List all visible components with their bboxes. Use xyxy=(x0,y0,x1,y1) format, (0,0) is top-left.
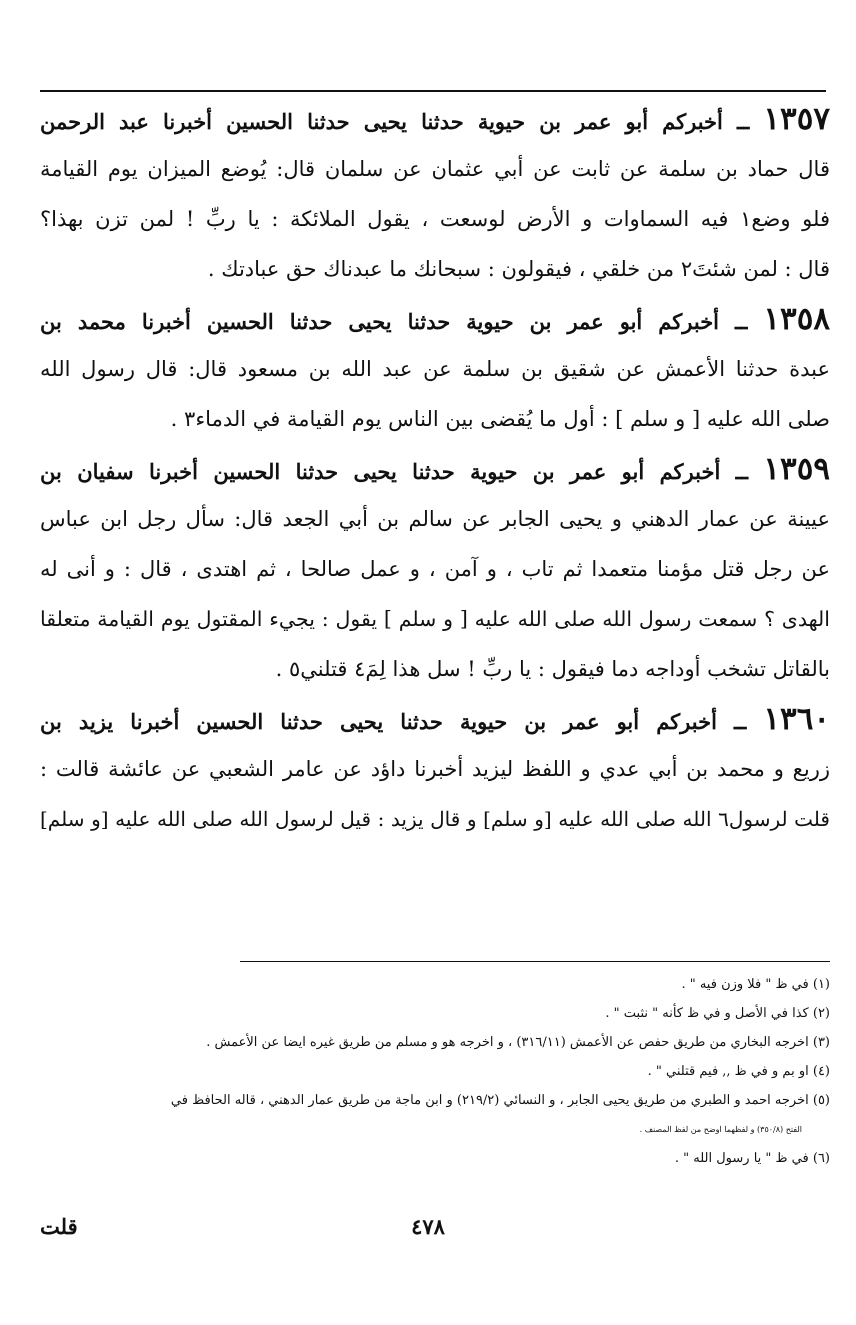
catchword: قلت xyxy=(40,1214,78,1239)
footnote-6: (٦) في ظ " يا رسول الله " . xyxy=(674,1151,830,1166)
footnote-3: (٣) اخرجه البخاري من طريق حفص عن الأعمش (٣١٦/١١) ، و اخرجه هو و مسلم من طريق غيره ايضا عن الأعمش . xyxy=(206,1035,830,1050)
hadith-number: ١٣٦٠ xyxy=(763,701,830,737)
hadith-1358-line-2: عبدة حدثنا الأعمش عن شقيق بن سلمة عن عبد الله بن مسعود قال: قال رسول الله xyxy=(40,357,830,381)
hadith-1357-line-2: قال حماد بن سلمة عن ثابت عن أبي عثمان عن سلمان قال: يُوضع الميزان يوم القيامة xyxy=(40,157,830,181)
footnote-4: (٤) او بم و في ظ ,, فيم قتلني " . xyxy=(647,1064,830,1079)
footnote-1: (١) في ظ " فلا وزن فيه " . xyxy=(681,977,830,992)
page-number: ٤٧٨ xyxy=(411,1214,445,1239)
hadith-1357-line-4: قال : لمن شئتَ٢ من خلقي ، فيقولون : سبحانك ما عبدناك حق عبادتك . xyxy=(207,257,830,281)
top-rule xyxy=(40,90,826,92)
footnote-5-continued: الفتح (٣٥٠/٨) و لفظهما اوضح من لفظ المصنف . xyxy=(639,1125,802,1134)
hadith-1360-line-2: زريع و محمد بن أبي عدي و اللفظ ليزيد أخبرنا داؤد عن عامر الشعبي عن عائشة قالت : xyxy=(40,757,830,781)
footnote-5: (٥) اخرجه احمد و الطبري من طريق يحيى الجابر ، و النسائي (٢١٩/٢) و ابن ماجة من طريق عمار الدهني ، قاله الحافظ في xyxy=(170,1093,830,1108)
hadith-1359-line-4: الهدى ؟ سمعت رسول الله صلى الله عليه [ و سلم ] يقول : يجيء المقتول يوم القيامة متعلقا xyxy=(40,607,830,631)
hadith-1359-line-5: بالقاتل تشخب أوداجه دما فيقول : يا ربِّ ! سل هذا لِمَ٤ قتلني٥ . xyxy=(275,657,830,681)
hadith-1359-line-1: ١٣٥٩ ــ أخبركم أبو عمر بن حيوية حدثنا يحيى حدثنا الحسين أخبرنا سفيان بن xyxy=(40,451,830,487)
footnote-rule xyxy=(240,961,830,962)
hadith-1360-line-3: قلت لرسول٦ الله صلى الله عليه [و سلم] و قال يزيد : قيل لرسول الله صلى الله عليه [و سلم] xyxy=(40,807,830,831)
hadith-1357-line-3: فلو وضع١ فيه السماوات و الأرض لوسعت ، يقول الملائكة : يا ربِّ ! لمن تزن بهذا؟ xyxy=(40,207,831,231)
footnotes xyxy=(40,970,830,1173)
hadith-1358-line-3: صلى الله عليه [ و سلم ] : أول ما يُقضى بين الناس يوم القيامة في الدماء٣ . xyxy=(170,407,830,431)
hadith-1359-line-3: عن رجل قتل مؤمنا متعمدا ثم تاب ، و آمن ، و عمل صالحا ، ثم اهتدى ، قال : و أنى له xyxy=(40,557,830,581)
main-text xyxy=(40,101,831,854)
hadith-1359-line-2: عيينة عن عمار الدهني و يحيى الجابر عن سالم بن أبي الجعد قال: سأل رجل ابن عباس xyxy=(40,507,830,531)
hadith-number: ١٣٥٩ xyxy=(763,451,830,487)
hadith-1358-line-1: ١٣٥٨ ــ أخبركم أبو عمر بن حيوية حدثنا يحيى حدثنا الحسين أخبرنا محمد بن xyxy=(40,301,831,337)
hadith-1357-line-1: ١٣٥٧ ــ أخبركم أبو عمر بن حيوية حدثنا يحيى حدثنا الحسين أخبرنا عبد الرحمن xyxy=(40,101,830,137)
hadith-number: ١٣٥٧ xyxy=(763,101,830,137)
footnote-2: (٢) كذا في الأصل و في ظ كأنه " نثبت " . xyxy=(605,1006,830,1021)
hadith-1360-line-1: ١٣٦٠ ــ أخبركم أبو عمر بن حيوية حدثنا يحيى حدثنا الحسين أخبرنا يزيد بن xyxy=(40,701,830,737)
hadith-number: ١٣٥٨ xyxy=(763,301,831,337)
